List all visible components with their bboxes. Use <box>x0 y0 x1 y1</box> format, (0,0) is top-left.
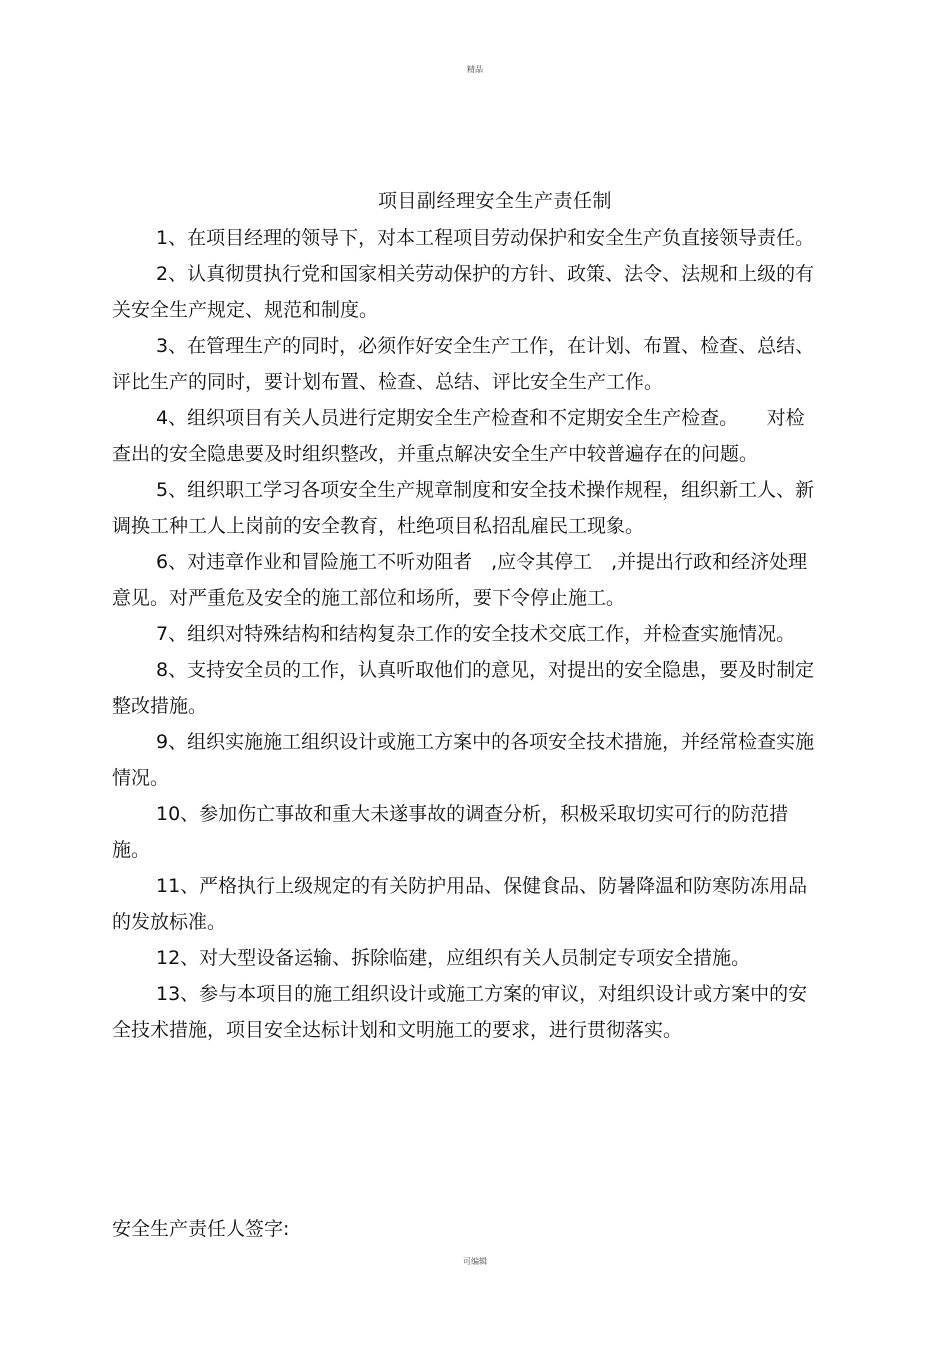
document-body <box>112 220 822 1048</box>
document-title: 项目副经理安全生产责任制 <box>377 190 612 212</box>
clause-4: 4、组织项目有关人员进行定期安全生产检查和不定期安全生产检查。 对检查出的安全隐患要及时组织整改，并重点解决安全生产中较普遍存在的问题。 <box>112 407 805 465</box>
clause-8: 8、支持安全员的工作，认真听取他们的意见，对提出的安全隐患，要及时制定整改措施。 <box>112 659 815 717</box>
clause-2: 2、认真彻贯执行党和国家相关劳动保护的方针、政策、法令、法规和上级的有关安全生产规定、规范和制度。 <box>112 263 815 321</box>
clause-3: 3、在管理生产的同时，必须作好安全生产工作，在计划、布置、检查、总结、评比生产的同时，要计划布置、检查、总结、评比安全生产工作。 <box>112 335 815 393</box>
footer-watermark: 可编辑 <box>463 1257 487 1266</box>
header-watermark: 精品 <box>467 65 483 74</box>
clause-12: 12、对大型设备运输、拆除临建，应组织有关人员制定专项安全措施。 <box>156 947 751 969</box>
signature-label: 安全生产责任人签字: <box>112 1218 290 1240</box>
clause-1: 1、在项目经理的领导下，对本工程项目劳动保护和安全生产负直接领导责任。 <box>156 227 815 249</box>
clause-11: 11、严格执行上级规定的有关防护用品、保健食品、防暑降温和防寒防冻用品的发放标准。 <box>112 875 808 933</box>
clause-13: 13、参与本项目的施工组织设计或施工方案的审议，对组织设计或方案中的安全技术措施，项目安全达标计划和文明施工的要求，进行贯彻落实。 <box>112 983 808 1041</box>
clause-6: 6、对违章作业和冒险施工不听劝阻者 ,应令其停工 ,并提出行政和经济处理意见。对严重危及安全的施工部位和场所，要下令停止施工。 <box>112 551 808 609</box>
clause-5: 5、组织职工学习各项安全生产规章制度和安全技术操作规程，组织新工人、新调换工种工人上岗前的安全教育，杜绝项目私招乱雇民工现象。 <box>112 479 815 537</box>
clause-9: 9、组织实施施工组织设计或施工方案中的各项安全技术措施，并经常检查实施情况。 <box>112 731 815 789</box>
clause-7: 7、组织对特殊结构和结构复杂工作的安全技术交底工作，并检查实施情况。 <box>156 623 796 645</box>
clause-10: 10、参加伤亡事故和重大未遂事故的调查分析，积极采取切实可行的防范措施。 <box>112 803 789 861</box>
